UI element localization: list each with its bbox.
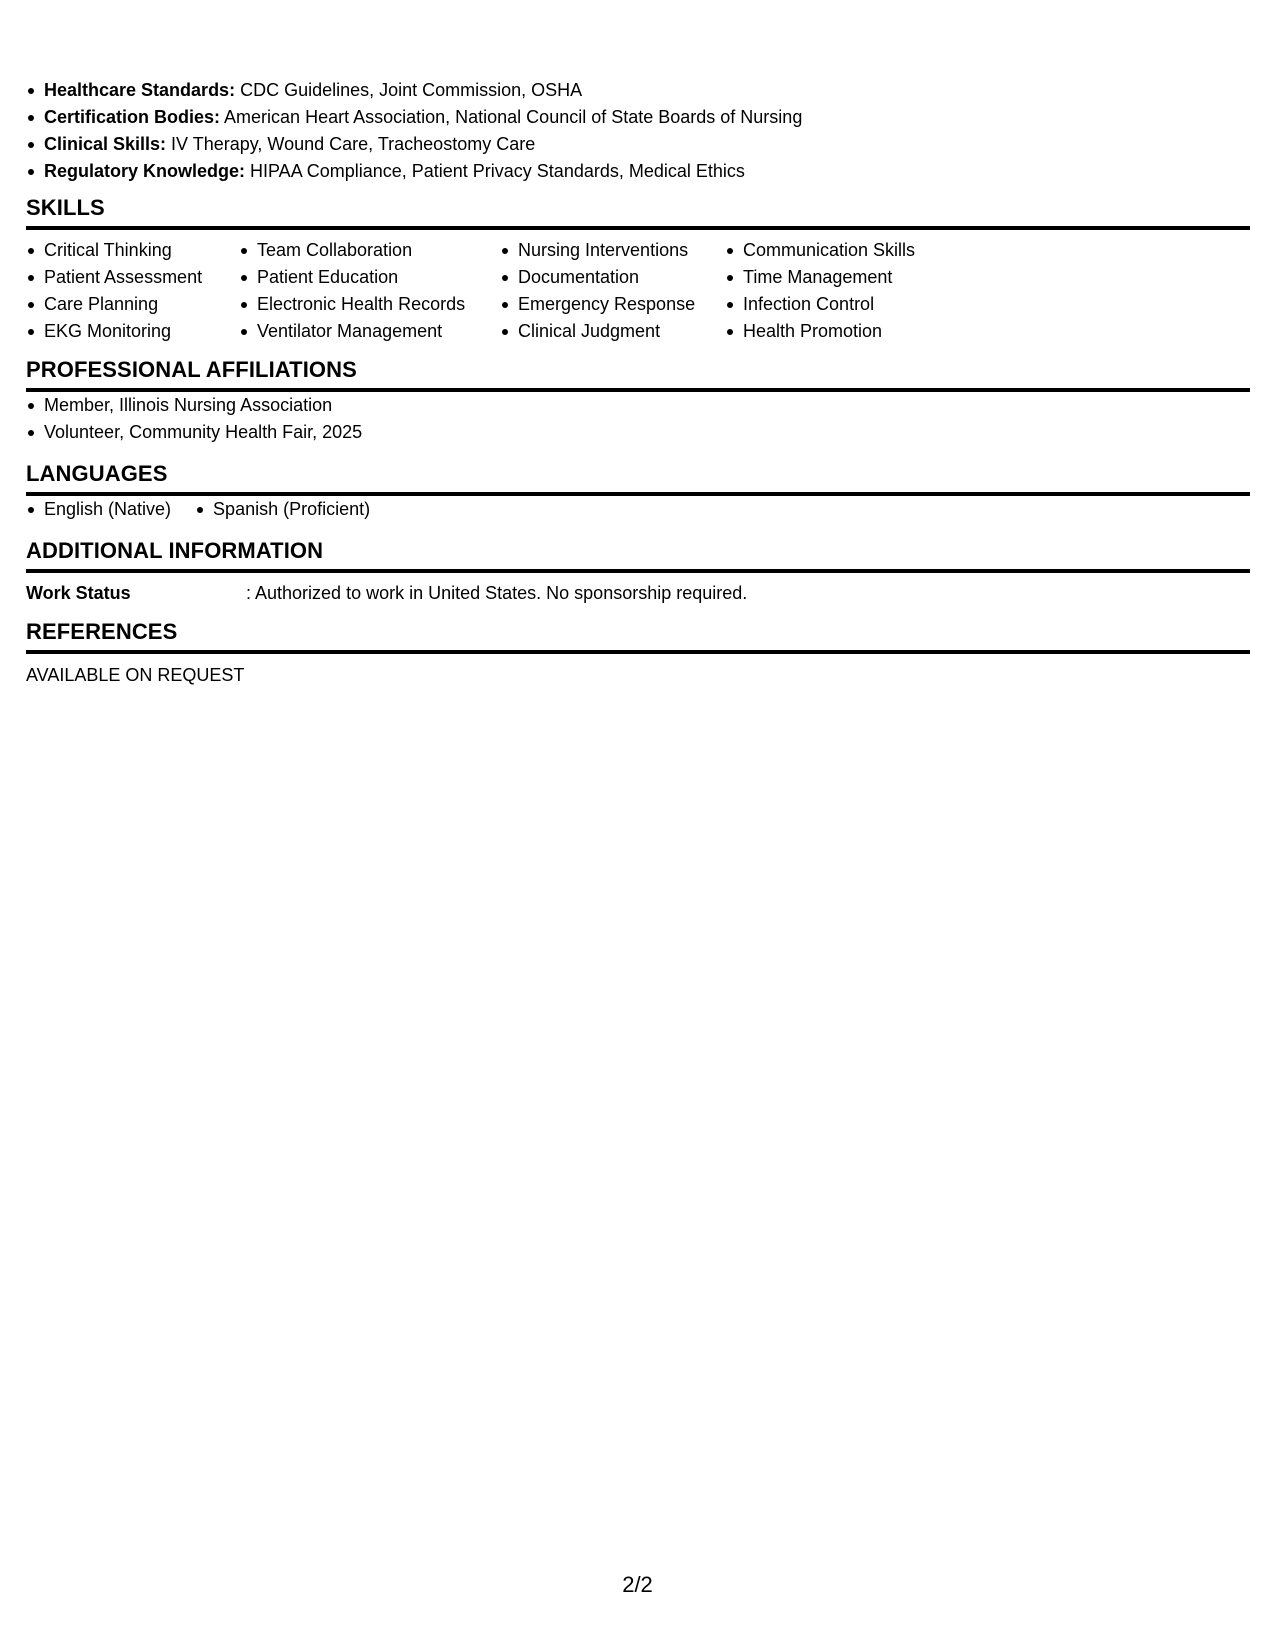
item-value: CDC Guidelines, Joint Commission, OSHA <box>235 80 583 100</box>
section-title: LANGUAGES <box>26 460 1250 496</box>
item-label: Certification Bodies: <box>44 107 221 127</box>
skills-column <box>239 237 500 345</box>
section-title: ADDITIONAL INFORMATION <box>26 537 1250 573</box>
skill-item: Health Promotion <box>725 318 975 345</box>
skill-item: Time Management <box>725 264 975 291</box>
skill-item: Emergency Response <box>500 291 725 318</box>
language-item: Spanish (Proficient) <box>195 496 370 523</box>
skills-column <box>26 237 239 345</box>
affiliation-item: Volunteer, Community Health Fair, 2025 <box>26 419 1250 446</box>
skill-item: Patient Assessment <box>26 264 239 291</box>
item-label: Regulatory Knowledge: <box>44 161 246 181</box>
skill-item: Clinical Judgment <box>500 318 725 345</box>
affiliations-list <box>26 392 1250 446</box>
skill-item: Nursing Interventions <box>500 237 725 264</box>
affiliations-section <box>26 356 1250 446</box>
list-item <box>26 131 1250 158</box>
skill-item: Electronic Health Records <box>239 291 500 318</box>
section-title: REFERENCES <box>26 618 1250 654</box>
item-value: HIPAA Compliance, Patient Privacy Standards, Medical Ethics <box>245 161 745 181</box>
list-item <box>26 77 1250 104</box>
list-item <box>26 104 1250 131</box>
resume-page-2 <box>26 78 1250 689</box>
list-item <box>26 158 1250 185</box>
work-status-label: Work Status <box>26 583 131 603</box>
skills-grid <box>26 230 1250 345</box>
skill-item: Team Collaboration <box>239 237 500 264</box>
additional-info-section <box>26 537 1250 607</box>
section-title: SKILLS <box>26 194 1250 230</box>
skill-item: Documentation <box>500 264 725 291</box>
additional-info-body <box>26 573 1250 607</box>
section-title: PROFESSIONAL AFFILIATIONS <box>26 356 1250 392</box>
skill-item: Critical Thinking <box>26 237 239 264</box>
skills-column <box>725 237 975 345</box>
item-value: American Heart Association, National Council of State Boards of Nursing <box>220 107 803 127</box>
references-section <box>26 618 1250 689</box>
skill-item: Patient Education <box>239 264 500 291</box>
references-text: AVAILABLE ON REQUEST <box>26 665 245 685</box>
work-status-row <box>26 580 1250 607</box>
skills-section <box>26 194 1250 345</box>
competencies-list <box>26 77 1250 185</box>
item-value: IV Therapy, Wound Care, Tracheostomy Care <box>166 134 536 154</box>
skills-column <box>500 237 725 345</box>
page-number: 2/2 <box>622 1572 653 1597</box>
languages-list <box>26 496 1250 523</box>
affiliation-item: Member, Illinois Nursing Association <box>26 392 1250 419</box>
skill-item: Infection Control <box>725 291 975 318</box>
languages-section <box>26 460 1250 523</box>
item-label: Healthcare Standards: <box>44 80 236 100</box>
skill-item: Communication Skills <box>725 237 975 264</box>
skill-item: Care Planning <box>26 291 239 318</box>
work-status-value: : Authorized to work in United States. No sponsorship required. <box>246 583 748 603</box>
language-item: English (Native) <box>26 496 171 523</box>
skill-item: EKG Monitoring <box>26 318 239 345</box>
item-label: Clinical Skills: <box>44 134 167 154</box>
skill-item: Ventilator Management <box>239 318 500 345</box>
